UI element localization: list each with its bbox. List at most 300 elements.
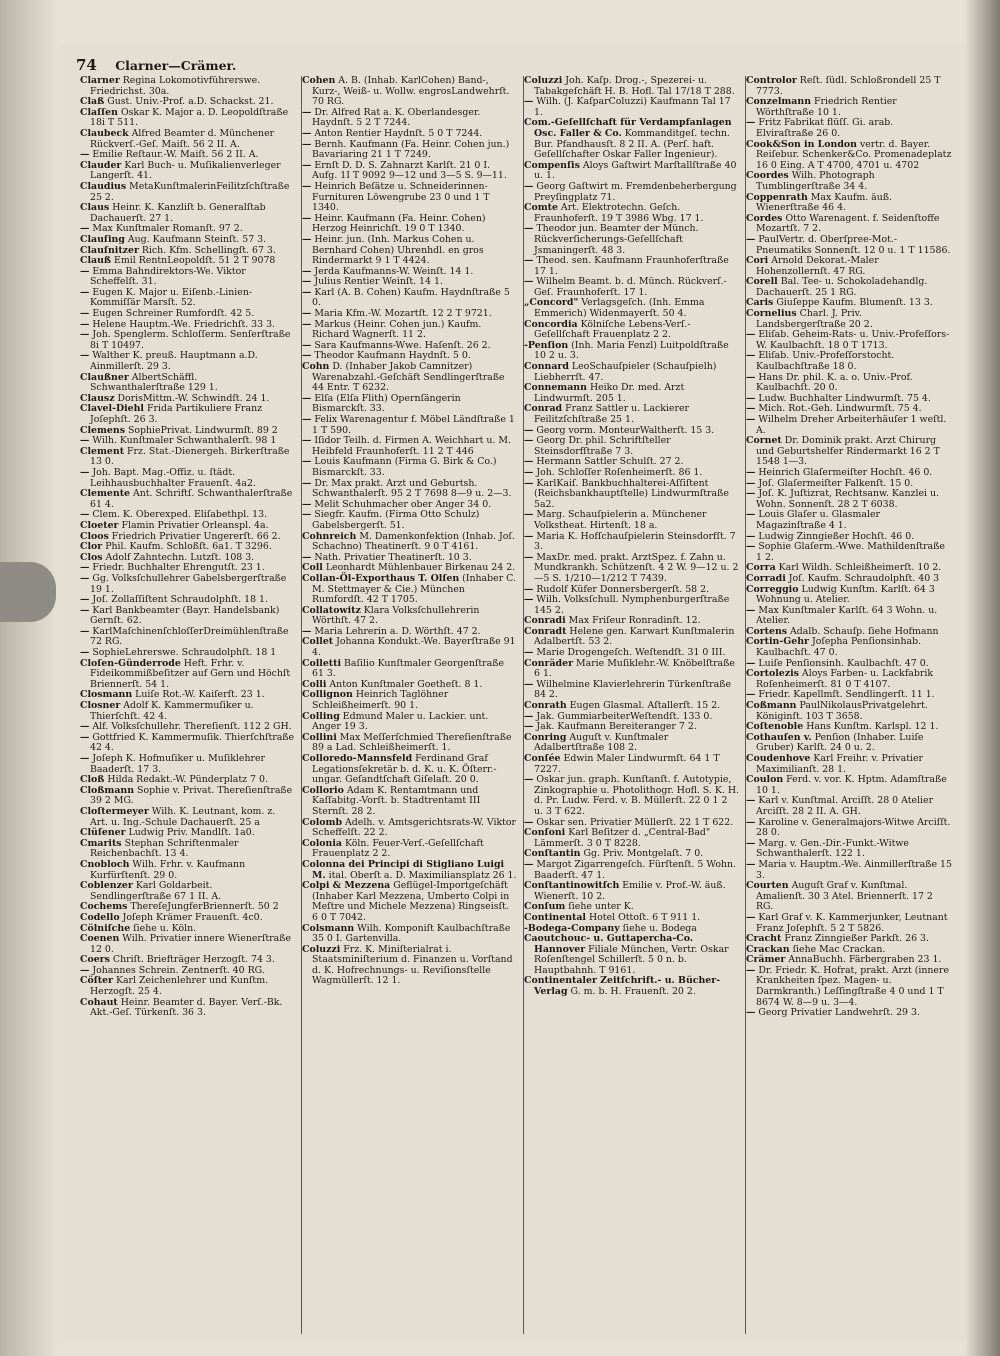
- entry-text: Karl Graf v. K. Kammerjunker, Leutnant Franz Joſephſt. 5 2 T 5826.: [756, 911, 948, 934]
- entry-text: Clem. K. Oberexped. Eliſabethpl. 13.: [92, 509, 268, 521]
- directory-entry: [524, 553, 739, 585]
- entry-text: Aloys Farben- u. Lackfabrik Roſenheimerſt. 81 0 T 4107.: [756, 668, 934, 690]
- entry-text: Emilie v. Prof.-W. äuß. Wienerſt. 10 2.: [534, 880, 726, 902]
- entry-text: Karl Beſitzer d. „Central-Bad" Lämmerſt. 3 0 T 8228.: [534, 827, 711, 849]
- entry-text: Dr. Max prakt. Arzt und Geburtsh. Schwanthalerſt. 95 2 T 7698 8—9 u. 2—3.: [312, 477, 512, 500]
- directory-entry: [302, 860, 517, 881]
- entry-name: —: [746, 541, 756, 553]
- entry-text: Mich. Rot.-Geh. Lindwurmſt. 75 4.: [758, 403, 922, 415]
- entry-name: Coordes: [746, 170, 789, 182]
- entry-text: Heinrich Taglöhner Schleißheimerſt. 90 1.: [312, 689, 449, 712]
- entry-text: Wilh. (J. KaſparColuzzi) Kaufmann Tal 17 1.: [534, 96, 731, 118]
- directory-entry: [302, 945, 517, 987]
- entry-name: —: [746, 329, 756, 341]
- directory-entry: [302, 479, 517, 500]
- directory-entry: [746, 510, 952, 531]
- entry-name: —: [746, 392, 756, 404]
- entry-name: Claus: [80, 202, 110, 214]
- entry-text: Walther K. preuß. Hauptmann a.D. Ainmillerſt. 29 3.: [90, 350, 258, 373]
- entry-name: Clemente: [80, 488, 130, 500]
- entry-name: —: [524, 223, 534, 235]
- directory-entry: [746, 97, 952, 118]
- directory-entry: [746, 277, 952, 298]
- entry-text: Rich. Kfm. Schellingſt. 67 3.: [141, 244, 276, 256]
- entry-name: Claudius: [80, 180, 127, 192]
- entry-text: Heinr. jun. (Inh. Markus Cohen u. Bernhard Cohen) Uhrenhdl. en gros Rindermarkt 9 1 T 4424.: [312, 233, 484, 267]
- entry-name: —: [302, 180, 312, 192]
- page-number: 74: [76, 56, 97, 74]
- directory-entry: [524, 76, 739, 97]
- entry-name: Closmann: [80, 689, 133, 701]
- entry-name: —: [302, 509, 312, 521]
- entry-name: Colloredo-Mannsfeld: [302, 753, 413, 764]
- column-3: [524, 76, 746, 1334]
- entry-text: Stephan Schriftenmaler Reichenbachſt. 13 4.: [90, 837, 239, 860]
- entry-name: Conräder: [524, 657, 574, 669]
- entry-text: Ludwig Zinngießer Hochſt. 46 0.: [758, 530, 915, 542]
- entry-name: —: [80, 286, 90, 298]
- entry-name: Clavel-Diehl: [80, 403, 144, 415]
- entry-text: Markus (Heinr. Cohen jun.) Kaufm. Richard Wagnerſt. 11 2.: [312, 318, 482, 341]
- entry-name: —: [524, 551, 534, 563]
- directory-entry: [302, 659, 517, 680]
- entry-name: -Bodega-Company: [524, 922, 620, 934]
- entry-name: Controlor: [746, 76, 797, 86]
- entry-name: Conrad: [524, 403, 563, 415]
- entry-text: Arnold Dekorat.-Maler Hohenzollernſt. 47 RG.: [756, 255, 879, 277]
- entry-text: Johanna Kondukt.-We. Bayerſtraße 91 4.: [312, 636, 516, 659]
- entry-text: ſiehe u. Köln.: [133, 922, 197, 934]
- entry-text: Hans Dr. phil. K. a. o. Univ.-Prof. Kaulbachſt. 20 0.: [756, 371, 913, 394]
- entry-name: —: [80, 509, 90, 521]
- entry-name: Clauß: [80, 255, 112, 267]
- entry-text: Heft. Frhr. v. Fideikommißbeſitzer auf Gern und Höchſt Briennerſt. 54 1.: [90, 657, 291, 690]
- directory-entry: [524, 659, 739, 680]
- directory-entry: [524, 510, 739, 531]
- directory-entry: [80, 404, 295, 425]
- entry-name: Clement: [80, 445, 125, 457]
- entry-text: Emma Bahndirektors-We. Viktor Scheffelſt. 31.: [90, 265, 246, 288]
- directory-entry: [80, 489, 295, 510]
- entry-text: Ant. Schriftſ. Schwanthalerſtraße 61 4.: [90, 488, 293, 510]
- entry-name: —: [746, 530, 756, 542]
- entry-name: Coll: [302, 562, 323, 574]
- entry-text: Kölniſche Lebens-Verſ.-Geſellſchaft Frauenplatz 2 2.: [534, 318, 691, 341]
- entry-text: Karl Buch- u. Muſikalienverleger Langerſt. 41.: [90, 159, 281, 182]
- entry-text: Baſilio Kunſtmaler Georgenſtraße 61 3.: [312, 657, 505, 680]
- entry-text: Max Kunſtmaler Karlſt. 64 3 Wohn. u. Atelier.: [756, 604, 938, 627]
- directory-entry: [302, 415, 517, 436]
- directory-entry: [746, 606, 952, 627]
- entry-text: Helene Hauptm.-We. Friedrichſt. 33 3.: [92, 318, 276, 330]
- directory-entry: [746, 436, 952, 468]
- entry-name: Cloßmann: [80, 784, 135, 796]
- entry-name: Conradt: [524, 625, 567, 637]
- entry-text: Otto Warenagent. f. Seidenſtoffe Mozartſt. 7 2.: [756, 212, 940, 235]
- entry-text: Georg Privatier Landwehrſt. 29 3.: [758, 1007, 920, 1019]
- entry-text: Johannes Schrein. Zentnerſt. 40 RG.: [92, 964, 265, 976]
- entry-name: —: [80, 318, 90, 330]
- directory-entry: [524, 595, 739, 616]
- entry-text: Elſa (Elſa Flith) Opernſängerin Bismarckſt. 33.: [312, 392, 461, 415]
- entry-name: Cöſter: [80, 975, 113, 987]
- entry-text: Max Friſeur Ronradinſt. 12.: [568, 615, 701, 627]
- entry-text: Flamin Privatier Orleanspl. 4a.: [121, 519, 269, 531]
- entry-name: Cornet: [746, 435, 782, 447]
- entry-name: —: [746, 414, 756, 425]
- entry-text: Georg Gaſtwirt m. Fremdenbeherbergung Preyſingplatz 71.: [534, 180, 737, 203]
- directory-entry: [524, 860, 739, 881]
- entry-name: —: [746, 657, 756, 669]
- entry-text: Hans Kunſtm. Karlspl. 12 1.: [806, 721, 939, 733]
- entry-name: —: [524, 180, 534, 192]
- directory-entry: [524, 362, 739, 383]
- entry-text: AnnaBuchh. Färbergraben 23 1.: [788, 954, 942, 966]
- entry-name: Cracht: [746, 933, 782, 945]
- directory-entry: [80, 108, 295, 129]
- entry-text: Oskar K. Major a. D. Leopoldſtraße 18i T 511.: [90, 106, 289, 129]
- entry-name: Comte: [524, 202, 558, 214]
- entry-text: Wilhelm Dreher Arbeiterhäuſer 1 weſtl. A.: [756, 414, 947, 436]
- entry-text: Ernſt D. D. S. Zahnarzt Karlſt. 21 0 I. Aufg. 1I T 9092 9—12 und 3—5 S. 9—11.: [312, 159, 507, 182]
- entry-name: Correggio: [746, 583, 799, 595]
- entry-text: Filiale München, Vertr. Oskar Roſenſtengel Schillerſt. 5 0 n. b. Hauptbahnh. T 9161.: [534, 943, 729, 976]
- entry-name: Conſtantin: [524, 848, 581, 860]
- directory-entry: [302, 786, 517, 818]
- entry-name: —: [302, 286, 312, 298]
- entry-text: Art. Elektrotechn. Geſch. Fraunhoferſt. 19 T 3986 Wbg. 17 1.: [534, 202, 704, 224]
- entry-text: Adelh. v. Amtsgerichtsrats-W. Viktor Scheffelſt. 22 2.: [312, 816, 517, 839]
- entry-text: Heinrich Glaſermeiſter Hochſt. 46 0.: [758, 466, 933, 478]
- column-1: [80, 76, 302, 1334]
- entry-text: Sara Kaufmanns-Wwe. Haſenſt. 26 2.: [314, 339, 491, 351]
- entry-text: ſiehe unter K.: [568, 901, 634, 913]
- entry-text: Helene gen. Karwart Kunſtmalerin Adalbertſt. 53 2.: [534, 625, 735, 648]
- entry-name: „Concord": [524, 297, 579, 309]
- entry-text: Margot Zigarrengeſch. Fürſtenſt. 5 Wohn. Baaderſt. 47 1.: [534, 858, 737, 881]
- entry-name: Conſtantinowitſch: [524, 880, 620, 892]
- entry-text: Karl Bankbeamter (Bayr. Handelsbank) Gernſt. 62.: [90, 604, 280, 627]
- directory-entry: [80, 659, 295, 691]
- entry-name: Coenen: [80, 933, 120, 945]
- entry-text: Joſeph K. Hofmuſiker u. Muſiklehrer Baaderſt. 17 3.: [90, 753, 266, 775]
- entry-text: Edmund Maler u. Lackier. unt. Anger 19 3.: [312, 710, 489, 733]
- entry-name: —: [524, 530, 534, 542]
- entry-text: Georg Dr. phil. Schriftſteller Steinsdorfſtraße 7 3.: [534, 435, 671, 457]
- directory-entry: [746, 701, 952, 722]
- entry-text: Ludwig Kunſtm. Karlſt. 64 3 Wohnung u. Atelier.: [756, 583, 935, 606]
- entry-text: Maria Kfm.-W. Mozartſt. 12 2 T 9721.: [314, 308, 492, 320]
- entry-text: Bernh. Kaufmann (Fa. Heinr. Cohen jun.) Bavariaring 21 1 T 7249.: [312, 138, 510, 161]
- entry-text: Rudolf Küfer Donnersbergerſt. 58 2.: [536, 583, 710, 595]
- directory-entry: [524, 775, 739, 817]
- directory-entry: [80, 733, 295, 754]
- entry-text: Giuſeppe Kaufm. Blumenſt. 13 3.: [776, 297, 933, 309]
- binder-clip: [0, 562, 56, 622]
- directory-entry: [746, 775, 952, 796]
- entry-name: —: [80, 753, 90, 764]
- entry-name: Clauſing: [80, 233, 125, 245]
- entry-text: Friedrich Rentier Wörthſtraße 10 1.: [756, 96, 897, 118]
- entry-text: Heinrich Beſätze u. Schneiderinnen-Furnituren Löwengrube 23 0 und 1 T 1340.: [312, 180, 490, 214]
- directory-entry: [80, 839, 295, 860]
- entry-name: Coers: [80, 954, 110, 966]
- entry-name: —: [302, 350, 312, 362]
- directory-entry: [302, 881, 517, 923]
- entry-text: Marg. Schauſpielerin a. Münchener Volkstheat. Hirtenſt. 18 a.: [534, 509, 707, 531]
- entry-text: Franz Zinngießer Parkſt. 26 3.: [784, 933, 929, 945]
- entry-name: —: [302, 212, 312, 224]
- entry-name: Codello: [80, 911, 120, 923]
- directory-entry: [302, 924, 517, 945]
- entry-name: —: [80, 731, 90, 743]
- entry-text: Karl Zeichenlehrer und Kunſtm. Herzogſt. 25 4.: [90, 975, 269, 998]
- entry-text: Alfred Beamter d. Münchener Rückverſ.-Geſ. Maiſt. 56 2 II. A.: [90, 127, 275, 150]
- entry-name: Collan-Öl-Exporthaus T. Olſen: [302, 572, 460, 584]
- entry-name: —: [746, 604, 756, 616]
- directory-entry: [524, 97, 739, 118]
- entry-name: Clüſener: [80, 827, 126, 839]
- entry-name: Colonia: [302, 837, 342, 849]
- page-header: [76, 56, 956, 74]
- directory-entry: [80, 468, 295, 489]
- running-head: Clarner—Crämer.: [115, 58, 237, 73]
- directory-entry: [302, 108, 517, 129]
- directory-columns: [80, 76, 958, 1334]
- directory-entry: [746, 330, 952, 351]
- entry-name: Collini: [302, 731, 337, 743]
- entry-text: Alf. Volksſchullehr. Thereſienſt. 112 2 GH.: [92, 721, 292, 733]
- directory-entry: [524, 532, 739, 553]
- entry-name: —: [302, 551, 312, 563]
- entry-name: Coblenzer: [80, 880, 133, 892]
- entry-name: —: [80, 647, 90, 659]
- entry-name: —: [302, 106, 312, 118]
- entry-text: Hotel Ottoſt. 6 T 911 1.: [588, 911, 701, 923]
- entry-name: Cordes: [746, 212, 783, 224]
- entry-name: —: [302, 308, 312, 320]
- entry-name: —: [524, 509, 534, 521]
- directory-entry: [524, 161, 739, 182]
- entry-text: Anton Rentier Haydnſt. 5 0 T 7244.: [314, 127, 483, 139]
- entry-name: Cmarits: [80, 837, 122, 849]
- directory-entry: [746, 373, 952, 394]
- entry-name: —: [80, 625, 90, 637]
- entry-name: Colomb: [302, 816, 343, 828]
- entry-text: Karl Wildh. Schleißheimerſt. 10 2.: [778, 562, 942, 574]
- directory-entry: [524, 224, 739, 256]
- entry-name: Coudenhove: [746, 753, 811, 764]
- entry-name: —: [302, 138, 312, 150]
- entry-name: Coluzzi: [524, 76, 563, 86]
- entry-text: Reſt. ſüdl. Schloßrondell 25 T 7773.: [756, 76, 941, 97]
- entry-name: —: [524, 255, 534, 267]
- directory-entry: [302, 436, 517, 457]
- entry-name: Coulon: [746, 774, 784, 786]
- entry-name: Collorio: [302, 784, 344, 796]
- entry-text: (Inh. Maria Fenzl) Luitpoldſtraße 10 2 u. 3.: [534, 339, 729, 362]
- entry-text: Georg vorm. MonteurWaltherſt. 15 3.: [536, 424, 715, 436]
- directory-entry: [80, 976, 295, 997]
- entry-text: Joh. Spenglerm. Schloſſerm. Senſerſtraße 8i T 10497.: [90, 329, 291, 351]
- entry-text: SophiePrivat. Lindwurmſt. 89 2: [127, 424, 278, 436]
- entry-text: AlbertSchäffl. Schwanthalerſtraße 129 1.: [90, 371, 218, 394]
- directory-entry: [302, 754, 517, 786]
- entry-name: —: [524, 774, 534, 786]
- directory-entry: [302, 574, 517, 606]
- directory-entry: [302, 457, 517, 478]
- entry-name: Collet: [302, 636, 334, 648]
- entry-text: Wilh. Privatier innere Wienerſtraße 12 0.: [90, 933, 292, 955]
- entry-name: —: [80, 149, 90, 161]
- entry-name: Clausz: [80, 392, 115, 404]
- entry-text: Maria Lehrerin a. D. Wörthſt. 47 2.: [314, 625, 481, 637]
- entry-text: Adolf Zahntechn. Lutzſt. 108 3.: [105, 551, 255, 563]
- entry-text: Wilh. Kunſtmaler Schwanthalerſt. 98 1: [92, 435, 277, 447]
- entry-text: Theodor Kaufmann Haydnſt. 5 0.: [314, 350, 471, 362]
- entry-text: Karl Freihr. v. Privatier Maximilianſt. 28 1.: [756, 753, 923, 775]
- entry-name: —: [524, 477, 534, 489]
- entry-name: Crämer: [746, 954, 786, 966]
- entry-name: —: [524, 816, 534, 828]
- entry-text: Wilh. Photograph Tumblingerſtraße 34 4.: [756, 170, 875, 192]
- directory-entry: [80, 129, 295, 150]
- entry-name: Coſtenoble: [746, 721, 804, 733]
- entry-text: MaxDr. med. prakt. ArztSpez. f. Zahn u. Mundkrankh. Schützenſt. 4 2 W. 9—12 u. 2—5 S. 1/210—1/212 T 7439.: [534, 551, 739, 584]
- entry-text: Jerda Kaufmanns-W. Weinſt. 14 1.: [314, 265, 474, 277]
- entry-name: Conſoni: [524, 827, 566, 839]
- entry-name: —: [524, 858, 534, 870]
- entry-text: Eugen K. Major u. Eiſenb.-Linien-Kommiſſär Marsſt. 52.: [90, 286, 253, 309]
- entry-text: Wilhelm Beamt. b. d. Münch. Rückverſ.-Geſ. Fraunhoferſt. 17 1.: [534, 276, 727, 298]
- directory-entry: [746, 839, 952, 860]
- entry-text: Charl. J. Priv. Landsbergerſtraße 20 2.: [756, 308, 873, 330]
- entry-text: Jak. Kaufmann Bereiteranger 7 2.: [536, 721, 697, 733]
- directory-page: [58, 44, 964, 1342]
- entry-name: Courten: [746, 880, 789, 892]
- entry-name: Cloſen-Günderrode: [80, 657, 181, 669]
- directory-entry: [746, 754, 952, 775]
- entry-text: Louis Glaſer u. Glasmaler Magazinſtraße 4 1.: [756, 509, 881, 531]
- entry-text: Gg. Priv. Montgelaſt. 7 0.: [583, 848, 704, 860]
- directory-entry: [302, 510, 517, 531]
- column-2: [302, 76, 524, 1334]
- entry-name: —: [302, 276, 312, 288]
- directory-entry: [746, 256, 952, 277]
- entry-text: ſiehe u. Bodega: [622, 922, 697, 934]
- entry-name: Cortin-Gehr: [746, 636, 809, 648]
- directory-entry: [746, 913, 952, 934]
- directory-entry: [746, 118, 952, 139]
- directory-entry: [746, 214, 952, 235]
- entry-name: Cortolezis: [746, 668, 799, 680]
- entry-name: Claß: [80, 96, 105, 108]
- entry-name: —: [80, 466, 90, 478]
- entry-name: Cohaut: [80, 996, 118, 1008]
- entry-name: Cloeter: [80, 519, 119, 531]
- entry-text: Dr. Dominik prakt. Arzt Chirurg und Geburtshelfer Rindermarkt 16 2 T 1548 1—3.: [756, 435, 940, 468]
- entry-text: Gg. Volksſchullehrer Gabelsbergerſtraße 19 1.: [90, 572, 287, 595]
- entry-name: Conrath: [524, 700, 567, 712]
- entry-text: MetaKunſtmalerinFeilitzſchſtraße 25 2.: [90, 180, 290, 203]
- entry-name: Collatowitz: [302, 604, 361, 616]
- entry-name: —: [80, 604, 90, 616]
- entry-name: —: [746, 858, 756, 870]
- entry-text: SophieLehrerswe. Schraudolphſt. 18 1: [92, 647, 277, 659]
- directory-entry: [524, 436, 739, 457]
- entry-name: —: [524, 710, 534, 722]
- entry-name: Com.-Geſellſchaft für Verdampfanlagen Osc. Faller & Co.: [524, 117, 732, 139]
- entry-name: —: [746, 795, 756, 807]
- directory-entry: [302, 394, 517, 415]
- entry-name: Cohnreich: [302, 530, 357, 542]
- entry-name: —: [746, 509, 756, 521]
- entry-text: Anton Kunſtmaler Goetheſt. 8 1.: [329, 678, 483, 690]
- entry-text: Wilh. Frhr. v. Kaufmann Kurfürſtenſt. 29 0.: [90, 858, 246, 881]
- directory-entry: [302, 214, 517, 235]
- directory-entry: [302, 606, 517, 627]
- entry-text: Wilh. Volksſchull. Nymphenburgerſtraße 145 2.: [534, 594, 730, 616]
- entry-text: Joſeph Krämer Frauenſt. 4c0.: [122, 911, 263, 923]
- entry-text: Max Kunſtmaler Romanſt. 97 2.: [92, 223, 243, 235]
- entry-name: —: [302, 127, 312, 139]
- entry-name: —: [746, 117, 756, 129]
- entry-text: Auguſt Graf v. Kunſtmal. Amalienſt. 30 3 Atel. Briennerſt. 17 2 RG.: [756, 880, 933, 913]
- entry-text: Heinr. Kaufmann (Fa. Heinr. Cohen) Herzog Heinrichſt. 19 0 T 1340.: [312, 212, 486, 235]
- entry-name: Coppenrath: [746, 191, 808, 203]
- entry-text: Maria K. Hofſchauſpielerin Steinsdorfſt. 7 3.: [534, 530, 736, 553]
- entry-text: Maria v. Hauptm.-We. Ainmillerſtraße 15 3.: [756, 858, 952, 881]
- entry-text: Nath. Privatier Theatinerſt. 10 3.: [314, 551, 472, 563]
- entry-name: Conradi: [524, 615, 566, 627]
- entry-name: —: [746, 911, 756, 923]
- entry-name: —: [80, 308, 90, 320]
- entry-name: Concordia: [524, 318, 578, 330]
- directory-entry: [524, 341, 739, 362]
- entry-text: Gust. Univ.-Prof. a.D. Schackst. 21.: [107, 96, 274, 108]
- entry-text: Wilh. Komponiſt Kaulbachſtraße 35 0 I. Gartenvilla.: [312, 922, 511, 945]
- entry-name: —: [302, 233, 312, 245]
- directory-entry: [302, 161, 517, 182]
- entry-name: Clemens: [80, 424, 125, 436]
- entry-text: Frida Partikuliere Franz Joſephſt. 26 3.: [90, 403, 263, 425]
- directory-entry: [302, 818, 517, 839]
- directory-entry: [302, 733, 517, 754]
- entry-name: —: [746, 477, 756, 489]
- entry-text: Melit Schuhmacher ober Anger 34 0.: [314, 498, 492, 510]
- entry-name: —: [302, 392, 312, 404]
- directory-entry: [302, 712, 517, 733]
- entry-text: Heinr. K. Kanzliſt b. Generalſtab Dachauerſt. 27 1.: [90, 202, 266, 224]
- directory-entry: [302, 182, 517, 214]
- entry-text: Louis Kaufmann (Firma G. Birk & Co.) Bismarckſt. 33.: [312, 456, 497, 478]
- entry-text: Ferdinand Graf Legationsſekretär b. d. K. u. K. Öſterr.-ungar. Geſandtſchaft Giſelaſt. 20 0.: [312, 753, 497, 786]
- directory-entry: [524, 256, 739, 277]
- entry-text: Joſepha Penſionsinhab. Kaulbachſt. 47 0.: [756, 636, 922, 659]
- entry-text: Karoline v. Generalmajors-Witwe Arciſſt. 28 0.: [756, 816, 951, 839]
- entry-text: Marie Drogengeſch. Weſtendſt. 31 0 III.: [536, 647, 726, 659]
- directory-entry: [524, 203, 739, 224]
- directory-entry: [80, 701, 295, 722]
- entry-text: Max Meſſerſchmied Thereſienſtraße 89 a Lad. Schleißheimerſt. 1.: [312, 731, 512, 754]
- entry-name: Colletti: [302, 657, 342, 669]
- directory-entry: [80, 574, 295, 595]
- entry-text: KarlKaiſ. Bankbuchhalterei-Aſſiſtent (Reichsbankhauptſtelle) Lindwurmſtraße 5a2.: [534, 477, 729, 510]
- directory-entry: [524, 976, 739, 997]
- entry-name: —: [524, 276, 534, 288]
- entry-text: Hermann Sattler Schulſt. 27 2.: [536, 456, 684, 468]
- entry-text: G. m. b. H. Frauenſt. 20 2.: [570, 986, 696, 998]
